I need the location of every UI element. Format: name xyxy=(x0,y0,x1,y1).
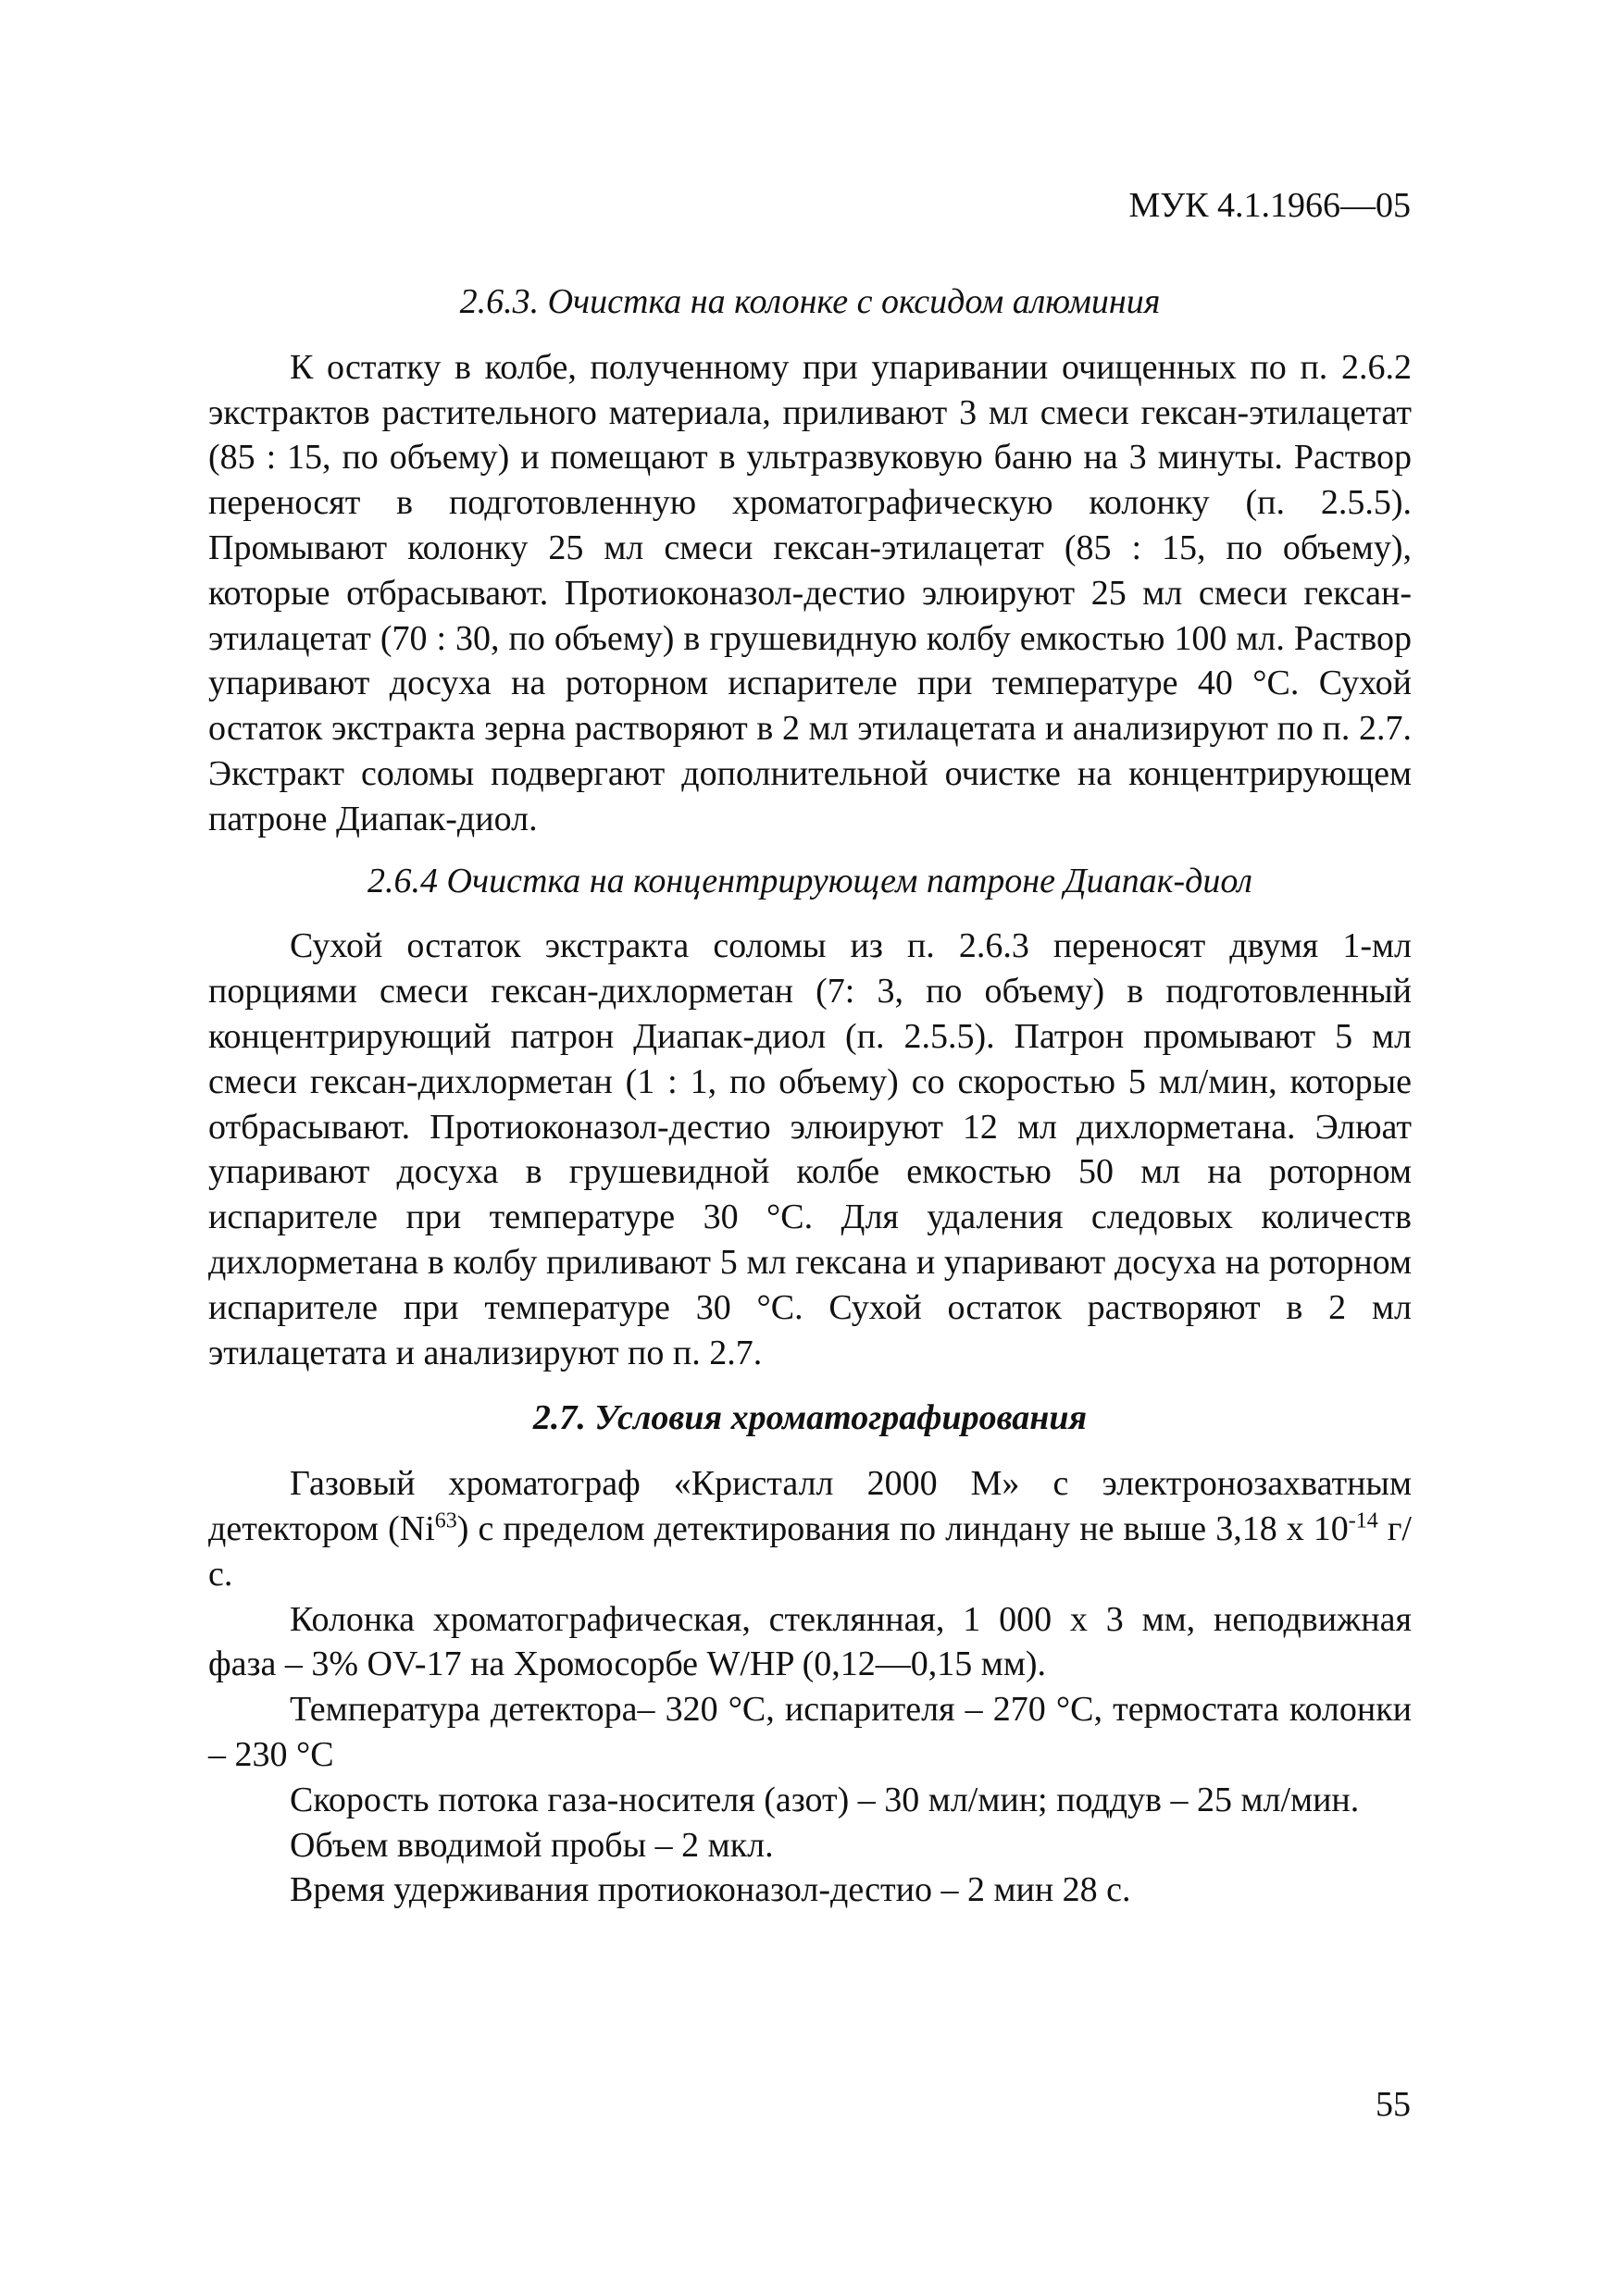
section-heading-2-6-4: 2.6.4 Очистка на концентрирующем патроне Диапак-диол xyxy=(367,861,1252,900)
section-heading-2-6-3: 2.6.3. Очистка на колонке с оксидом алюминия xyxy=(459,282,1161,321)
document-code: МУК 4.1.1966—05 xyxy=(1128,186,1411,225)
chromatograph-text-after: г/с. xyxy=(208,1508,1412,1594)
chromatograph-text-middle: ) с пределом детектирования по линдану не выше 3,18 х 10 xyxy=(456,1508,1349,1548)
section-paragraph-2-6-4: Сухой остаток экстракта соломы из п. 2.6.3 переносят двумя 1-мл порциями смеси гексан-дихлорметан (7: 3, по объему) в подготовленный концентрирующий патрон Диапак-диол (п. 2.5.5). Патрон промывают 5 мл смеси гексан-дихлорметан (1 : 1, по объему) со скоростью 5 мл/мин, которые отбрасывают. Протиоконазол-дестио элюируют 12 мл дихлорметана. Элюат упаривают досуха в грушевидной колбе емкостью 50 мл на роторном испарителе при температуре 30 °С. Для удаления следовых количеств дихлорметана в колбу приливают 5 мл гексана и упаривают досуха на роторном испарителе при температуре 30 °С. Сухой остаток растворяют в 2 мл этилацетата и анализируют по п. 2.7. xyxy=(208,926,1412,1372)
chromatograph-spec xyxy=(208,1461,1412,1596)
chromatograph-text-before: Газовый хроматограф «Кристалл 2000 М» с электронозахватным детектором (Ni xyxy=(208,1464,1412,1548)
column-spec: Колонка хроматографическая, стеклянная, 1 000 х 3 мм, неподвижная фаза – 3% OV-17 на Хромосорбе W/HP (0,12—0,15 мм). xyxy=(208,1599,1412,1684)
page-number: 55 xyxy=(1376,2085,1411,2124)
section-paragraph-2-6-3: К остатку в колбе, полученному при упаривании очищенных по п. 2.6.2 экстрактов растительного материала, приливают 3 мл смеси гексан-этилацетат (85 : 15, по объему) и помещают в ультразвуковую баню на 3 минуты. Раствор переносят в подготовленную хроматографическую колонку (п. 2.5.5). Промывают колонку 25 мл смеси гексан-этилацетат (85 : 15, по объему), которые отбрасывают. Протиоконазол-дестио элюируют 25 мл смеси гексан-этилацетат (70 : 30, по объему) в грушевидную колбу емкостью 100 мл. Раствор упаривают досуха на роторном испарителе при температуре 40 °С. Сухой остаток экстракта зерна растворяют в 2 мл этилацетата и анализируют по п. 2.7. Экстракт соломы подвергают дополнительной очистке на концентрирующем патроне Диапак-диол. xyxy=(208,347,1412,838)
exponent-superscript: -14 xyxy=(1348,1508,1378,1533)
section-heading-2-7: 2.7. Условия хроматографирования xyxy=(532,1398,1088,1438)
sample-volume-spec: Объем вводимой пробы – 2 мкл. xyxy=(290,1825,774,1865)
temperature-spec: Температура детектора– 320 °С, испарителя – 270 °С, термостата колонки – 230 °С xyxy=(208,1690,1412,1774)
isotope-superscript: 63 xyxy=(434,1508,457,1533)
page-content xyxy=(208,268,1412,1913)
gas-flow-spec: Скорость потока газа-носителя (азот) – 30 мл/мин; поддув – 25 мл/мин. xyxy=(290,1780,1360,1819)
retention-time-spec: Время удерживания протиоконазол-дестио – 2 мин 28 с. xyxy=(290,1870,1131,1910)
